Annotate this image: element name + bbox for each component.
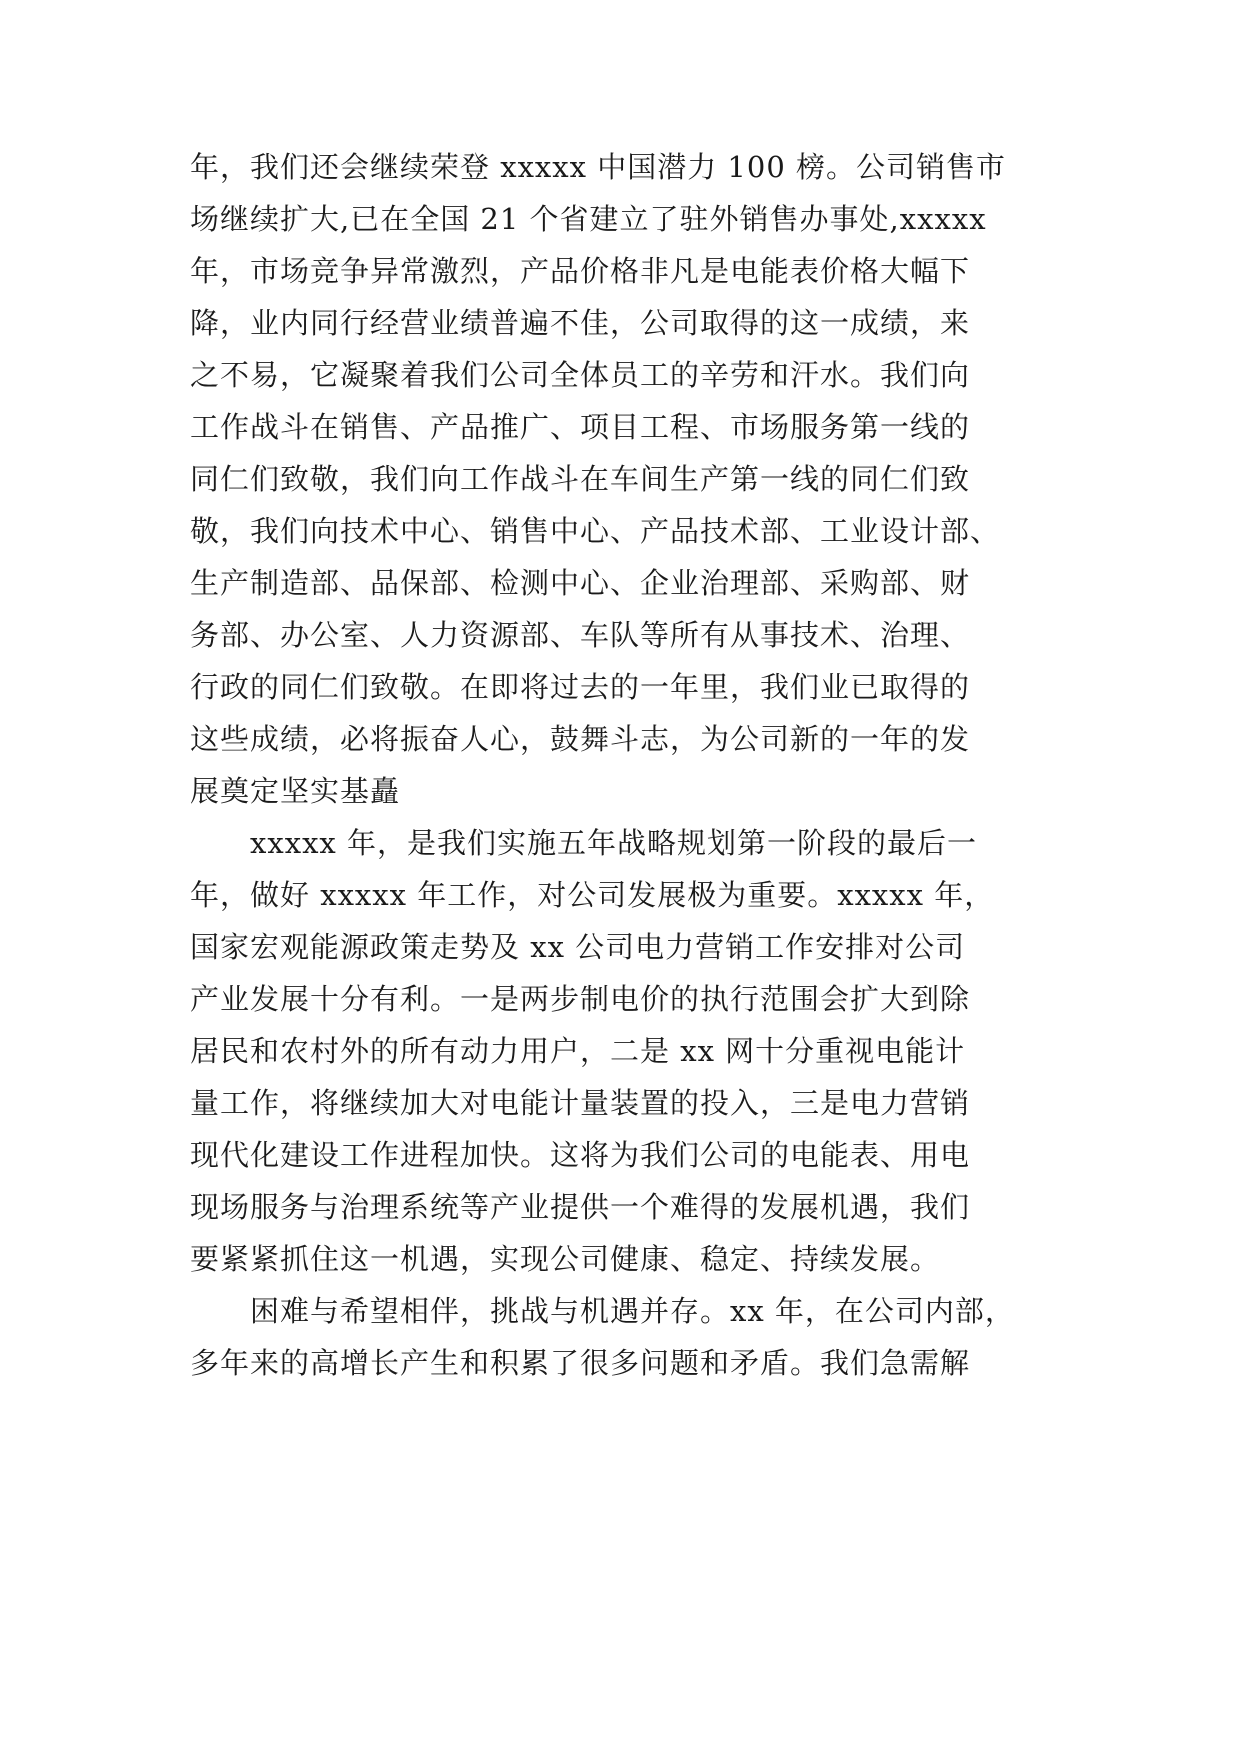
paragraph-first-line: 困难与希望相伴，挑战与机遇并存。xx 年，在公司内部， — [250, 1294, 1015, 1328]
text-line: 展奠定坚实基矗 — [190, 774, 401, 808]
text-line: 年，市场竞争异常激烈，产品价格非凡是电能表价格大幅下 — [190, 254, 971, 288]
text-line: 年，我们还会继续荣登 xxxxx 中国潜力 100 榜。公司销售市 — [190, 150, 1007, 184]
text-line: 产业发展十分有利。一是两步制电价的执行范围会扩大到除 — [190, 982, 971, 1016]
text-line: 居民和农村外的所有动力用户，二是 xx 网十分重视电能计 — [190, 1034, 966, 1068]
text-line: 场继续扩大,已在全国 21 个省建立了驻外销售办事处,xxxxx — [190, 202, 987, 236]
text-line: 要紧紧抓住这一机遇，实现公司健康、稳定、持续发展。 — [190, 1242, 941, 1276]
text-line: 国家宏观能源政策走势及 xx 公司电力营销工作安排对公司 — [190, 930, 966, 964]
text-line: 现场服务与治理系统等产业提供一个难得的发展机遇，我们 — [190, 1190, 971, 1224]
text-line: 量工作，将继续加大对电能计量装置的投入，三是电力营销 — [190, 1086, 971, 1120]
text-line: 同仁们致敬，我们向工作战斗在车间生产第一线的同仁们致 — [190, 462, 971, 496]
text-line: 现代化建设工作进程加快。这将为我们公司的电能表、用电 — [190, 1138, 971, 1172]
paragraph-first-line: xxxxx 年，是我们实施五年战略规划第一阶段的最后一 — [250, 826, 977, 860]
text-line: 这些成绩，必将振奋人心，鼓舞斗志，为公司新的一年的发 — [190, 722, 971, 756]
text-line: 之不易，它凝聚着我们公司全体员工的辛劳和汗水。我们向 — [190, 358, 971, 392]
text-line: 工作战斗在销售、产品推广、项目工程、市场服务第一线的 — [190, 410, 971, 444]
text-line: 生产制造部、品保部、检测中心、企业治理部、采购部、财 — [190, 566, 971, 600]
text-line: 行政的同仁们致敬。在即将过去的一年里，我们业已取得的 — [190, 670, 971, 704]
text-line: 敬，我们向技术中心、销售中心、产品技术部、工业设计部、 — [190, 514, 1001, 548]
text-line: 务部、办公室、人力资源部、车队等所有从事技术、治理、 — [190, 618, 971, 652]
text-line: 多年来的高增长产生和积累了很多问题和矛盾。我们急需解 — [190, 1346, 971, 1380]
text-line: 降，业内同行经营业绩普遍不佳，公司取得的这一成绩，来 — [190, 306, 971, 340]
text-line: 年，做好 xxxxx 年工作，对公司发展极为重要。xxxxx 年， — [190, 878, 995, 912]
